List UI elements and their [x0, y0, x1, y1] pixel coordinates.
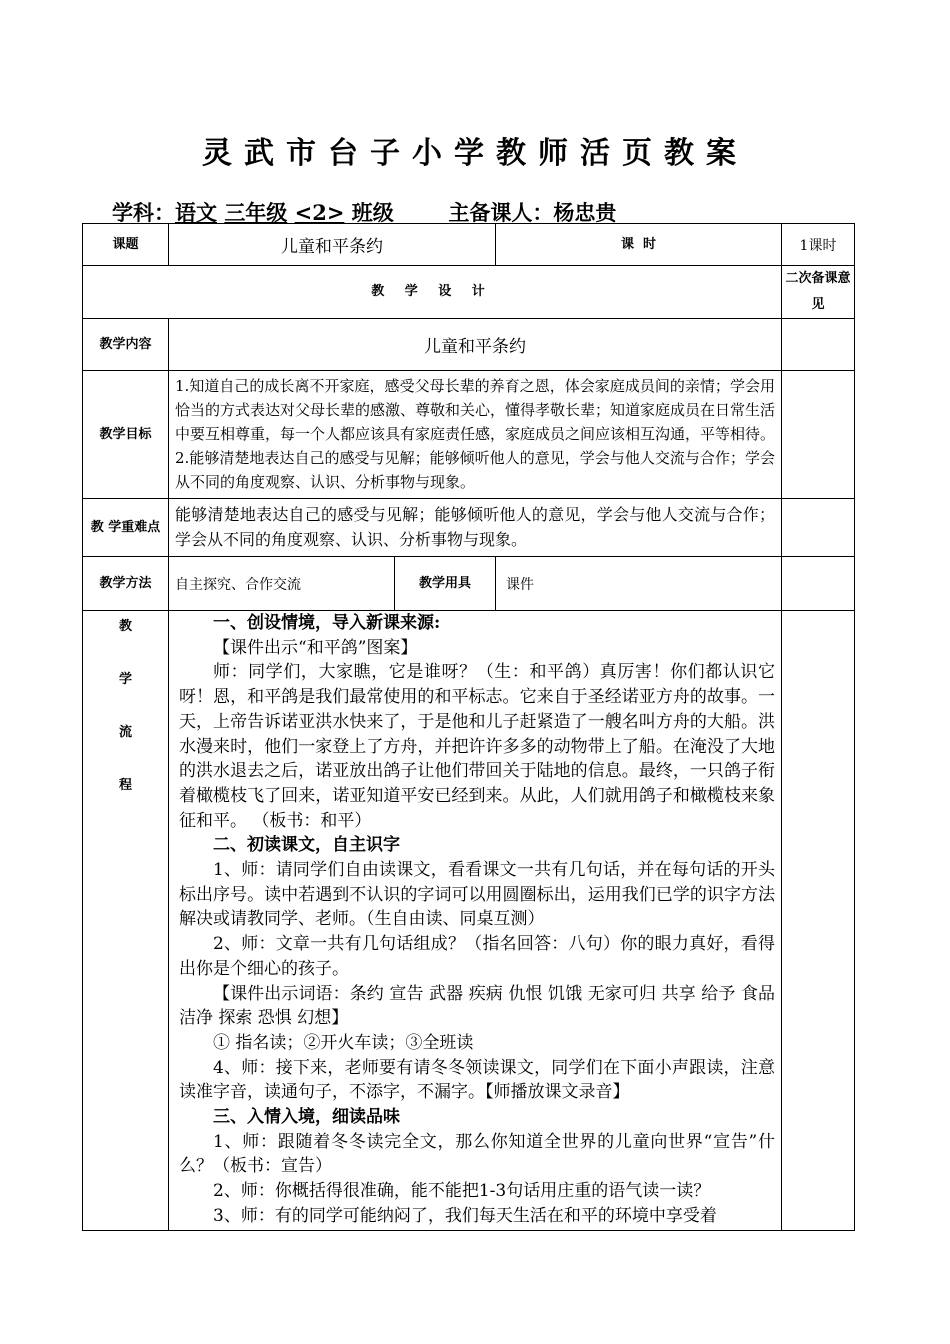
method-label: 教学方法	[83, 557, 169, 611]
paragraph: 2、师：文章一共有几句话组成？（指名回答：八句）你的眼力真好，看得出你是个细心的孩子。	[179, 934, 775, 979]
method-value: 自主探究、合作交流	[169, 557, 395, 611]
tools-value: 课件	[496, 557, 782, 611]
goals-notes	[782, 371, 855, 499]
paragraph: ① 指名读；②开火车读；③全班读	[213, 1032, 474, 1053]
class-number: <2>	[294, 200, 345, 225]
teacher-name: 杨忠贵	[553, 200, 617, 225]
method-row	[83, 557, 855, 611]
class-label: 班级	[351, 200, 394, 225]
paragraph: 2、师：你概括得很准确，能不能把1-3句话用庄重的语气读一读？	[213, 1181, 711, 1202]
process-label: 教 学 流 程	[83, 611, 169, 1231]
topic-value: 儿童和平条约	[169, 224, 496, 266]
content-value: 儿童和平条约	[169, 319, 782, 371]
key-points-label: 教 学重难点	[83, 499, 169, 557]
teacher-label: 主备课人：	[448, 200, 554, 225]
paragraph: 1、师：请同学们自由读课文，看看课文一共有几句话，并在每句话的开头标出序号。读中若遇到不认识的字词可以用圆圈标出，运用我们已学的识字方法解决或请教同学、老师。（生自由读、同桌互测）	[179, 860, 775, 930]
hours-value: 1课时	[782, 224, 855, 266]
subject-value: 语文	[175, 200, 217, 225]
paragraph: 师：同学们，大家瞧，它是谁呀？（生：和平鸽）真厉害！你们都认识它呀！恩，和平鸽是我们最常使用的和平标志。它来自于圣经诺亚方舟的故事。一天，上帝告诉诺亚洪水快来了，于是他和儿子赶紧造了一艘名叫方舟的大船。洪水漫来时，他们一家登上了方舟，并把许许多多的动物带上了船。在淹没了大地的洪水退去之后，诺亚放出鸽子让他们带回关于陆地的信息。最终，一只鸽子衔着橄榄枝飞了回来，诺亚知道平安已经到来。从此，人们就用鸽子和橄榄枝来象征和平。 （板书：和平）	[179, 662, 775, 831]
paragraph: 【课件出示“和平鸽”图案】	[213, 637, 418, 658]
section-heading: 二、初读课文，自主识字	[213, 835, 400, 856]
section-heading: 一、创设情境，导入新课来源:	[213, 613, 441, 633]
design-row	[83, 266, 855, 319]
key-points-row	[83, 499, 855, 557]
goals-label: 教学目标	[83, 371, 169, 499]
section-heading: 三、入情入境，细读品味	[213, 1107, 400, 1128]
grade-value: 三年级	[224, 200, 288, 225]
hours-label: 课 时	[496, 224, 782, 266]
paragraph: 3、师：有的同学可能纳闷了，我们每天生活在和平的环境中享受着	[213, 1205, 717, 1226]
paragraph: 【课件出示词语：条约 宣告 武器 疾病 仇恨 饥饿 无家可归 共享 给予 食品 洁净 探索 恐惧 幻想】	[179, 983, 775, 1029]
page-title: 灵武市台子小学教师活页教案	[202, 136, 748, 171]
process-notes	[782, 611, 855, 1231]
process-text	[169, 611, 782, 1231]
topic-label: 课题	[83, 224, 169, 266]
key-points-text: 能够清楚地表达自己的感受与见解；能够倾听他人的意见，学会与他人交流与合作；学会从不同的角度观察、认识、分析事物与现象。	[169, 499, 782, 557]
goals-row	[83, 371, 855, 499]
content-notes	[782, 319, 855, 371]
lesson-plan-table	[82, 223, 855, 1231]
content-label: 教学内容	[83, 319, 169, 371]
second-prep-label: 二次备课意见	[782, 266, 855, 319]
paragraph: 4、师：接下来，老师要有请冬冬领读课文，同学们在下面小声跟读，注意读准字音，读通句子，不添字，不漏字。【师播放课文录音】	[179, 1057, 775, 1103]
topic-row	[83, 224, 855, 266]
method-notes	[782, 557, 855, 611]
key-points-notes	[782, 499, 855, 557]
paragraph: 1、师：跟随着冬冬读完全文，那么你知道全世界的儿童向世界“宣告”什么？（板书：宣告）	[179, 1131, 775, 1177]
tools-label: 教学用具	[395, 557, 496, 611]
design-label: 教 学 设 计	[83, 266, 782, 319]
goals-text: 1.知道自己的成长离不开家庭，感受父母长辈的养育之恩，体会家庭成员间的亲情；学会用恰当的方式表达对父母长辈的感激、尊敬和关心，懂得孝敬长辈；知道家庭成员在日常生活中要互相尊重，每一个人都应该具有家庭责任感，家庭成员之间应该相互沟通，平等相待。2.能够清楚地表达自己的感受与见解；能够倾听他人的意见，学会与他人交流与合作；学会从不同的角度观察、认识、分析事物与现象。	[169, 371, 782, 499]
content-row	[83, 319, 855, 371]
process-row	[83, 611, 855, 1231]
subject-label: 学科：	[112, 200, 175, 225]
